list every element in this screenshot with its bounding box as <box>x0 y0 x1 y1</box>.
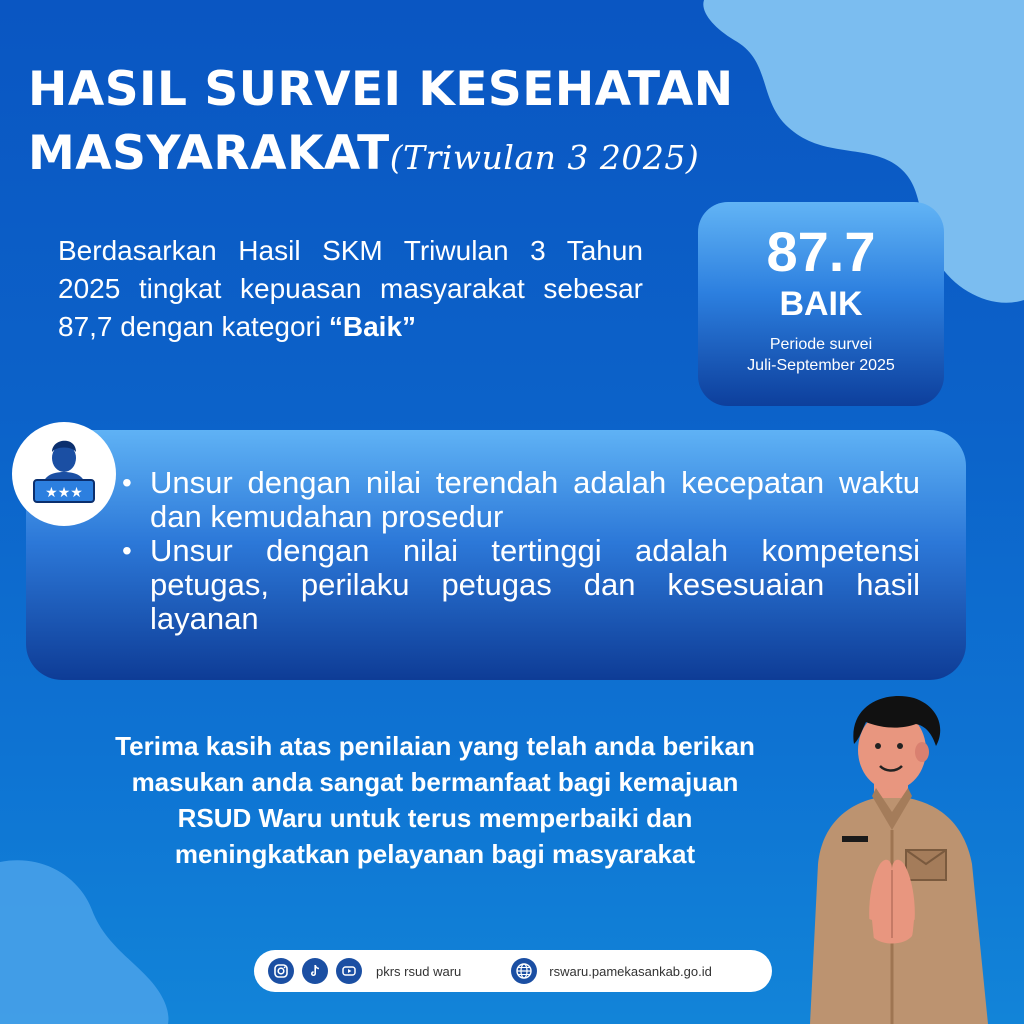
social-handle[interactable]: pkrs rsud waru <box>376 963 462 979</box>
title-line-2-text: MASYARAKAT <box>28 126 390 181</box>
finding-lowest: • Unsur dengan nilai terendah adalah kecepatan waktu dan kemudahan prosedur <box>118 466 920 534</box>
thanks-line-4: meningkatkan pelayanan bagi masyarakat <box>174 839 696 869</box>
survey-period-label: Periode survei <box>769 336 873 353</box>
score-card <box>698 202 944 406</box>
title-line-1: HASIL SURVEI KESEHATAN <box>28 62 734 117</box>
title-line-2 <box>28 122 828 190</box>
globe-icon[interactable] <box>511 958 537 984</box>
website-link[interactable]: rswaru.pamekasankab.go.id <box>549 963 712 979</box>
page-title <box>28 58 828 190</box>
intro-highlight: “Baik” <box>328 311 417 342</box>
instagram-icon[interactable] <box>268 958 294 984</box>
svg-text:★★★: ★★★ <box>45 485 83 501</box>
youtube-icon[interactable] <box>336 958 362 984</box>
rating-badge <box>12 422 116 526</box>
score-category: BAIK <box>779 285 863 323</box>
intro-text: Berdasarkan Hasil SKM Triwulan 3 Tahun 2025 tingkat kepuasan masyarakat sebesar 87,7 dengan kategori <box>58 235 643 342</box>
title-subtitle: (Triwulan 3 2025) <box>389 138 700 177</box>
findings-list <box>118 466 920 636</box>
score-value: 87.7 <box>766 220 876 283</box>
footer-bar <box>254 950 772 992</box>
thank-you-message <box>10 728 860 872</box>
staff-illustration <box>788 684 1024 1024</box>
thanks-line-2: masukan anda sangat bermanfaat bagi kemajuan <box>131 767 739 797</box>
tiktok-icon[interactable] <box>302 958 328 984</box>
intro-paragraph <box>58 232 643 346</box>
decorative-blob-bottom-left <box>0 854 200 1024</box>
finding-highest: • Unsur dengan nilai tertinggi adalah kompetensi petugas, perilaku petugas dan kesesuaian hasil layanan <box>118 534 920 636</box>
survey-period-range: Juli-September 2025 <box>747 357 895 374</box>
thanks-line-3: RSUD Waru untuk terus memperbaiki dan <box>177 803 693 833</box>
thanks-line-1: Terima kasih atas penilaian yang telah anda berikan <box>115 731 755 761</box>
customer-rating-icon <box>12 422 116 526</box>
